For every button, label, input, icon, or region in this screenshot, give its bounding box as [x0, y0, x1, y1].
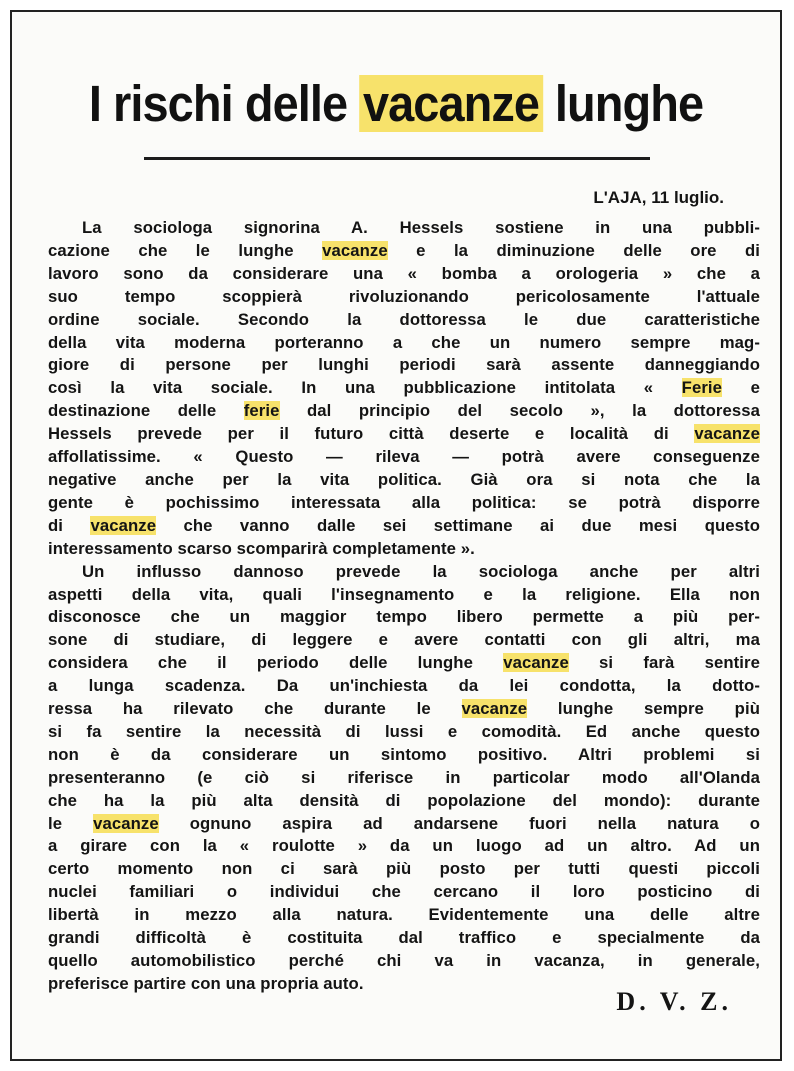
article-line — [48, 606, 760, 629]
text-segment: La sociologa signorina A. Hessels sostiene in una pubbli- — [82, 218, 760, 237]
text-segment: della vita moderna porteranno a che un numero sempre mag- — [48, 332, 760, 352]
article-line — [48, 263, 760, 286]
title-text-after: lunghe — [542, 75, 704, 132]
dateline: L'AJA, 11 luglio. — [593, 188, 724, 207]
text-segment: libertà in mezzo alla natura. Evidentemente una delle altre — [48, 905, 760, 925]
article-line — [48, 767, 760, 790]
text-segment: certo momento non ci sarà più posto per tutti questi piccoli — [48, 859, 760, 879]
text-segment: giore di persone per lunghi periodi sarà assente danneggiando — [48, 355, 760, 375]
title-text-before: I rischi delle — [88, 75, 360, 132]
highlighted-word: ferie — [243, 401, 280, 421]
text-segment: sone di studiare, di leggere e avere contatti con gli altri, ma — [48, 630, 760, 650]
text-segment: ordine sociale. Secondo la dottoressa le due caratteristiche — [48, 309, 760, 329]
article-line — [48, 492, 760, 515]
highlighted-word: vacanze — [694, 424, 760, 444]
highlighted-word: vacanze — [503, 653, 569, 673]
text-segment: dal principio del secolo », la dottoressa — [279, 401, 760, 421]
article-line — [48, 377, 760, 400]
highlighted-word: Ferie — [681, 378, 723, 398]
text-segment: affollatissime. « Questo — rileva — potrà avere conseguenze — [48, 447, 760, 467]
article-line — [48, 881, 760, 904]
highlighted-word: vacanze — [461, 699, 528, 719]
article-line — [48, 721, 760, 744]
article-line — [48, 858, 760, 881]
title-highlighted-word: vacanze — [359, 75, 543, 132]
article-line — [48, 950, 760, 973]
text-segment: che vanno dalle sei settimane ai due mesi questo — [156, 515, 760, 535]
article-title — [43, 74, 750, 133]
article-line — [48, 286, 760, 309]
article-line — [48, 744, 760, 767]
text-segment: di — [48, 515, 91, 535]
article-line — [48, 332, 760, 355]
article-line — [48, 835, 760, 858]
article-frame — [10, 10, 782, 1061]
text-segment: gente è pochissimo interessata alla politica: se potrà disporre — [48, 492, 760, 512]
text-segment: a lunga scadenza. Da un'inchiesta da lei condotta, la dotto- — [48, 676, 760, 696]
text-segment: quello automobilistico perché chi va in vacanza, in generale, — [48, 951, 760, 970]
title-underline — [144, 157, 650, 160]
text-segment: suo tempo scoppierà rivoluzionando pericolosamente l'attuale — [48, 286, 760, 306]
text-segment: ognuno aspira ad andarsene fuori nella natura o — [158, 813, 760, 833]
text-segment: che ha la più alta densità di popolazione del mondo): durante — [48, 790, 760, 810]
article-line — [48, 515, 760, 538]
highlighted-word: vacanze — [93, 813, 159, 833]
author-signature: D. V. Z. — [616, 987, 732, 1016]
article-line — [48, 698, 760, 721]
article-line — [48, 584, 760, 607]
text-segment: si farà sentire — [568, 653, 761, 673]
highlighted-word: vacanze — [322, 240, 388, 260]
article-line — [48, 904, 760, 927]
text-segment: Hessels prevede per il futuro città deserte e località di — [48, 424, 695, 444]
article-body — [48, 217, 760, 996]
article-line — [48, 400, 760, 423]
article-line — [48, 240, 760, 263]
text-segment: negative anche per la vita politica. Già ora si nota che la — [48, 469, 760, 489]
article-line — [48, 675, 760, 698]
article-line — [48, 446, 760, 469]
highlighted-word: vacanze — [90, 515, 157, 535]
text-segment: e la diminuzione delle ore di — [387, 240, 760, 260]
article-line — [48, 538, 760, 561]
article-line — [48, 217, 760, 240]
article-line — [48, 790, 760, 813]
text-segment: aspetti della vita, quali l'insegnamento e la religione. Ella non — [48, 584, 760, 604]
text-segment: le — [48, 813, 94, 833]
text-segment: ressa ha rilevato che durante le — [48, 699, 462, 719]
text-segment: destinazione delle — [48, 401, 244, 421]
text-segment: si fa sentire la necessità di lussi e comodità. Ed anche questo — [48, 721, 760, 741]
text-segment: e — [722, 378, 760, 398]
text-segment: lunghe sempre più — [527, 699, 760, 719]
text-segment: grandi difficoltà è costituita dal traffico e specialmente da — [48, 928, 760, 948]
article-line — [48, 354, 760, 377]
text-segment: cazione che le lunghe — [48, 240, 323, 260]
article-line — [48, 309, 760, 332]
text-segment: presenteranno (e ciò si riferisce in particolar modo all'Olanda — [48, 767, 760, 787]
text-segment: Un influsso dannoso prevede la sociologa anche per altri — [82, 561, 760, 581]
article-line — [48, 652, 760, 675]
text-segment: interessamento scarso scomparirà completamente ». — [48, 538, 475, 558]
text-segment: nuclei familiari o individui che cercano il loro posticino di — [48, 882, 760, 902]
text-segment: disconosce che un maggior tempo libero permette a più per- — [48, 607, 760, 627]
article-line — [48, 927, 760, 950]
article-line — [48, 561, 760, 584]
article-line — [48, 469, 760, 492]
text-segment: a girare con la « roulotte » da un luogo ad un altro. Ad un — [48, 836, 760, 856]
text-segment: non è da considerare un sintomo positivo. Altri problemi si — [48, 744, 760, 764]
article-line — [48, 629, 760, 652]
text-segment: lavoro sono da considerare una « bomba a orologeria » che a — [48, 263, 760, 283]
article-line — [48, 813, 760, 836]
text-segment: preferisce partire con una propria auto. — [48, 973, 364, 993]
text-segment: considera che il periodo delle lunghe — [48, 653, 504, 673]
text-segment: così la vita sociale. In una pubblicazione intitolata « — [48, 378, 682, 398]
article-line — [48, 423, 760, 446]
